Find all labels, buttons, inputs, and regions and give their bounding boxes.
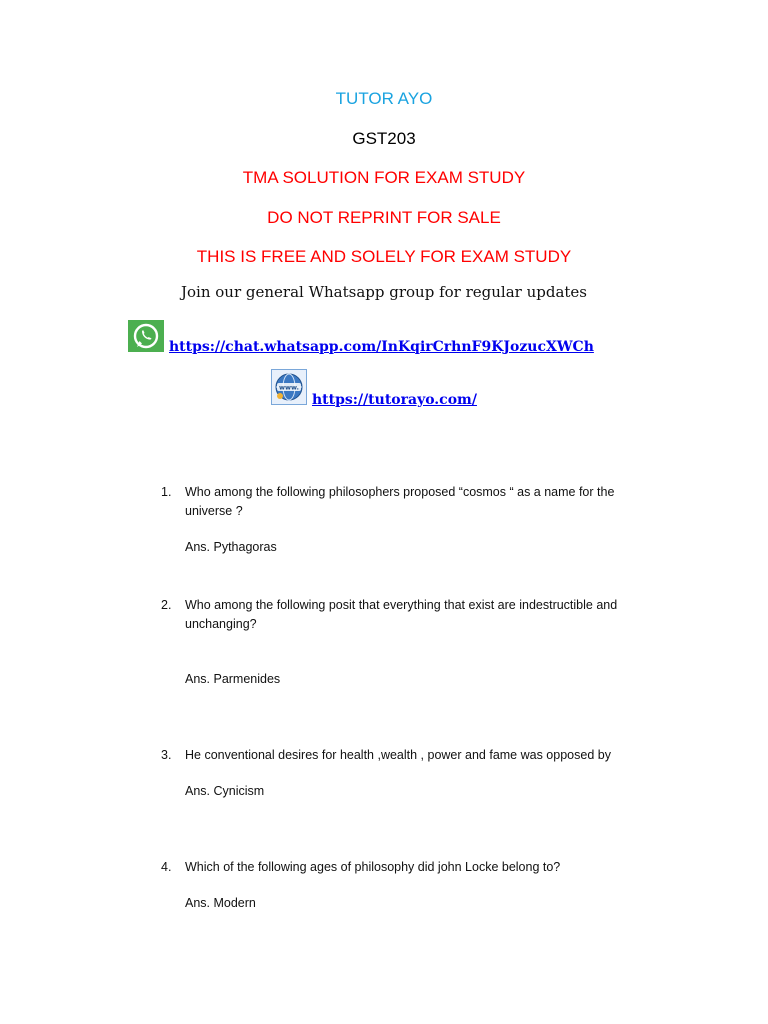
whatsapp-group-link[interactable]: https://chat.whatsapp.com/InKqirCrhnF9KJozucXWCh (169, 339, 594, 355)
answer-text: Ans. Cynicism (185, 784, 265, 798)
join-whatsapp-text: Join our general Whatsapp group for regular updates (180, 283, 587, 301)
course-code: GST203 (352, 129, 416, 148)
notice-no-reprint: DO NOT REPRINT FOR SALE (267, 208, 501, 227)
question-text: He conventional desires for health ,wealth , power and fame was opposed by (185, 748, 611, 762)
question-number: 2. (161, 598, 172, 612)
notice-tma-solution: TMA SOLUTION FOR EXAM STUDY (242, 168, 526, 187)
answer-text: Ans. Modern (185, 896, 256, 910)
question-text: Which of the following ages of philosophy did john Locke belong to? (185, 860, 561, 874)
question-number: 3. (161, 748, 172, 762)
notice-free-study: THIS IS FREE AND SOLELY FOR EXAM STUDY (196, 247, 572, 266)
question-text: Who among the following posit that everything that exist are indestructible and unchanging? (185, 598, 628, 631)
svg-text:www.: www. (278, 383, 300, 392)
brand-title: TUTOR AYO (335, 89, 433, 108)
question-number: 4. (161, 860, 172, 874)
question-text: Who among the following philosophers proposed “cosmos “ as a name for the universe ? (185, 485, 615, 518)
answer-text: Ans. Pythagoras (185, 540, 277, 554)
question-number: 1. (161, 485, 172, 499)
answer-text: Ans. Parmenides (185, 672, 281, 686)
tutorayo-website-link[interactable]: https://tutorayo.com/ (312, 392, 477, 408)
